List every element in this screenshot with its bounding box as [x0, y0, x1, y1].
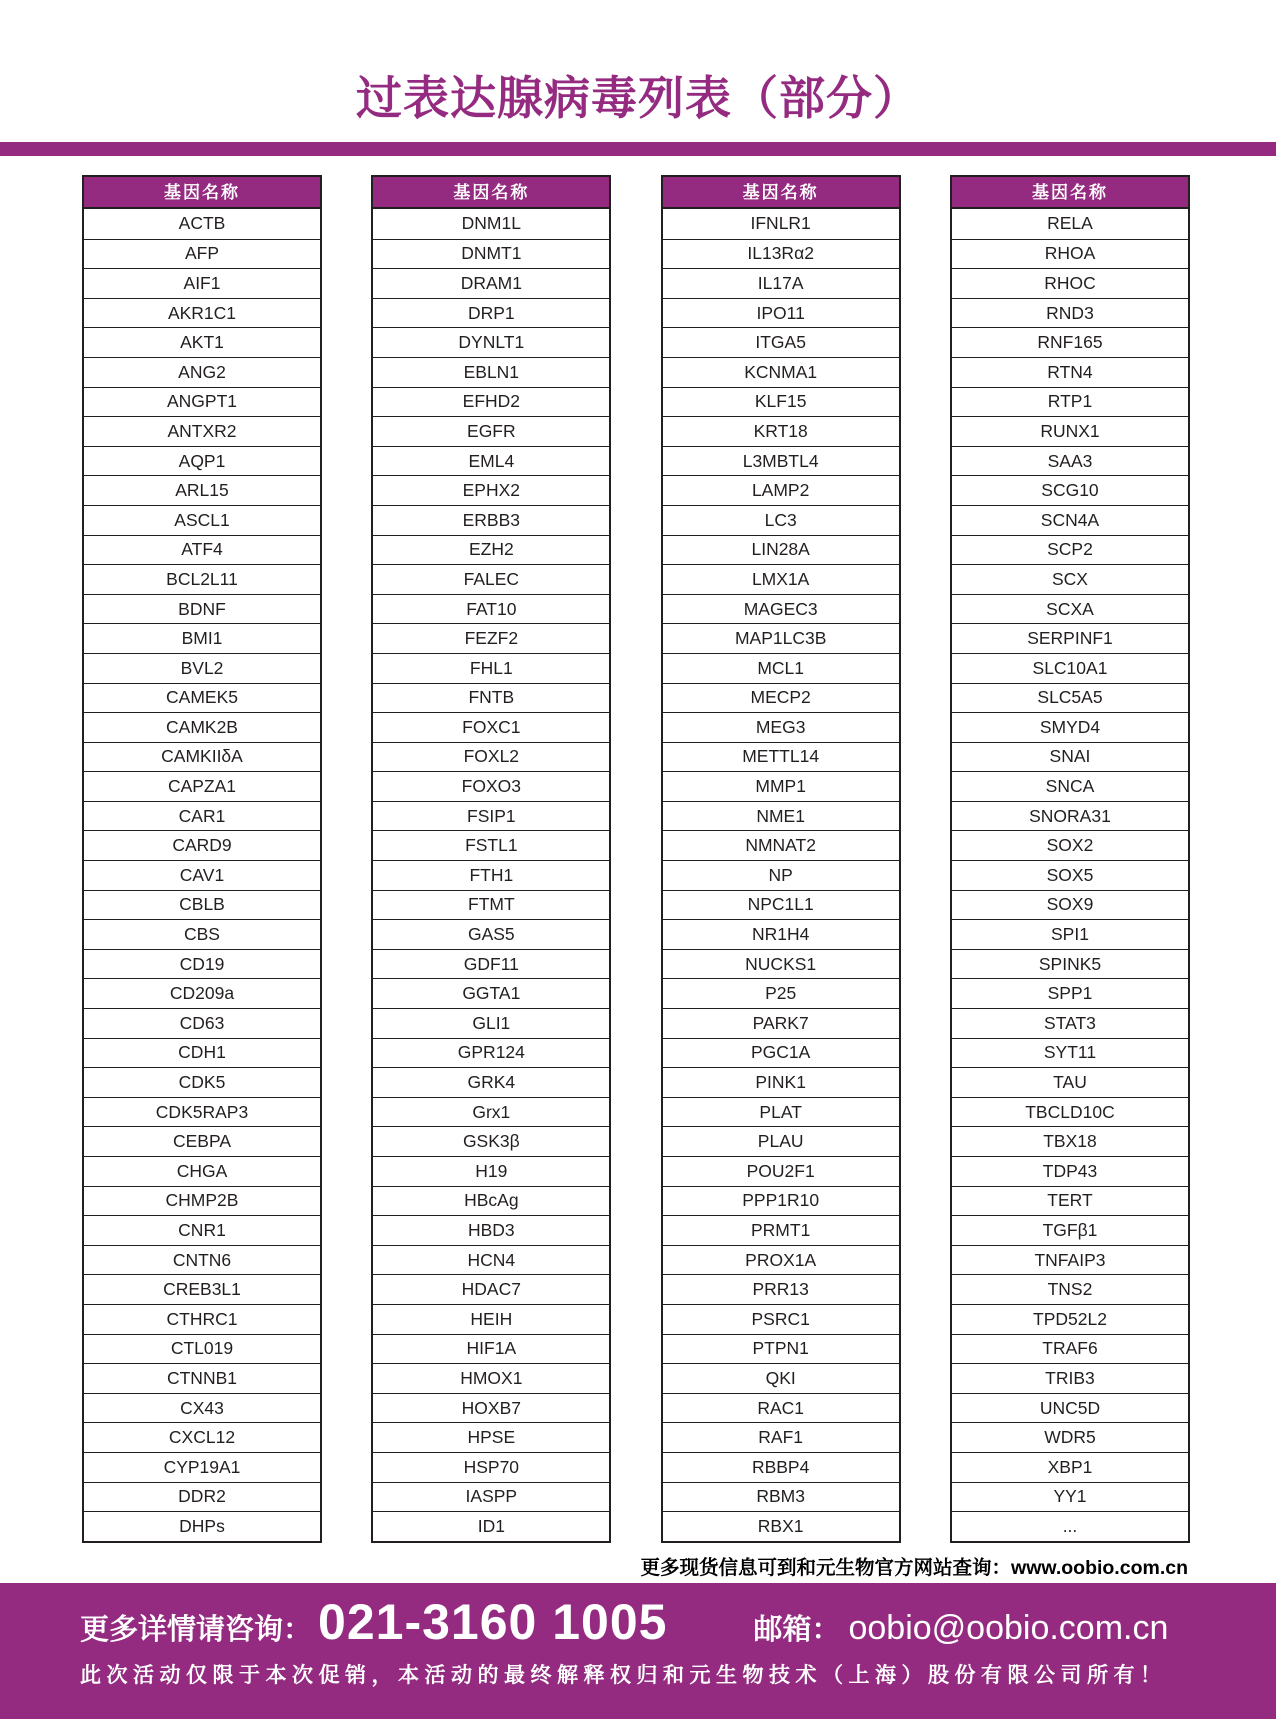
- gene-cell: MMP1: [663, 771, 899, 801]
- gene-table-header: 基因名称: [84, 177, 320, 209]
- gene-table-body: [663, 209, 899, 1541]
- gene-cell: SLC5A5: [952, 683, 1188, 713]
- gene-cell: SCN4A: [952, 505, 1188, 535]
- gene-cell: SLC10A1: [952, 653, 1188, 683]
- gene-cell: SYT11: [952, 1038, 1188, 1068]
- gene-cell: CTHRC1: [84, 1304, 320, 1334]
- gene-cell: SMYD4: [952, 712, 1188, 742]
- gene-cell: CDK5RAP3: [84, 1097, 320, 1127]
- gene-cell: FTMT: [373, 890, 609, 920]
- gene-cell: MCL1: [663, 653, 899, 683]
- gene-cell: IL13Rα2: [663, 239, 899, 269]
- gene-cell: KLF15: [663, 387, 899, 417]
- gene-cell: SERPINF1: [952, 623, 1188, 653]
- email-address: oobio@oobio.com.cn: [848, 1609, 1169, 1647]
- gene-cell: GDF11: [373, 949, 609, 979]
- gene-cell: DDR2: [84, 1482, 320, 1512]
- gene-cell: RTP1: [952, 387, 1188, 417]
- gene-cell: FNTB: [373, 683, 609, 713]
- gene-cell: SCXA: [952, 594, 1188, 624]
- gene-cell: PTPN1: [663, 1334, 899, 1364]
- gene-cell: GRK4: [373, 1067, 609, 1097]
- gene-cell: ITGA5: [663, 327, 899, 357]
- gene-cell: AKT1: [84, 327, 320, 357]
- gene-cell: PLAU: [663, 1126, 899, 1156]
- gene-cell: CBS: [84, 919, 320, 949]
- gene-cell: HBcAg: [373, 1186, 609, 1216]
- gene-cell: SCX: [952, 564, 1188, 594]
- footer-contact-line: [80, 1593, 1168, 1651]
- gene-cell: FEZF2: [373, 623, 609, 653]
- gene-cell: POU2F1: [663, 1156, 899, 1186]
- gene-cell: CD19: [84, 949, 320, 979]
- gene-cell: HPSE: [373, 1422, 609, 1452]
- gene-cell: NPC1L1: [663, 890, 899, 920]
- gene-cell: TNFAIP3: [952, 1245, 1188, 1275]
- gene-cell: SPI1: [952, 919, 1188, 949]
- gene-cell: CAPZA1: [84, 771, 320, 801]
- gene-table-body: [952, 209, 1188, 1541]
- gene-cell: TAU: [952, 1067, 1188, 1097]
- gene-cell: SNORA31: [952, 801, 1188, 831]
- gene-cell: NME1: [663, 801, 899, 831]
- gene-cell: HOXB7: [373, 1393, 609, 1423]
- contact-label: 更多详情请咨询：: [80, 1614, 313, 1646]
- footer-disclaimer: 此次活动仅限于本次促销，本活动的最终解释权归和元生物技术（上海）股份有限公司所有！: [80, 1664, 1167, 1687]
- gene-cell: ATF4: [84, 535, 320, 565]
- gene-cell: BCL2L11: [84, 564, 320, 594]
- gene-cell: FOXL2: [373, 742, 609, 772]
- gene-cell: STAT3: [952, 1008, 1188, 1038]
- gene-cell: NR1H4: [663, 919, 899, 949]
- gene-table-header: 基因名称: [373, 177, 609, 209]
- gene-cell: PRMT1: [663, 1215, 899, 1245]
- gene-cell: DHPs: [84, 1511, 320, 1541]
- gene-cell: SNAI: [952, 742, 1188, 772]
- gene-cell: H19: [373, 1156, 609, 1186]
- gene-cell: LIN28A: [663, 535, 899, 565]
- gene-tables: [82, 175, 1190, 1543]
- gene-cell: FALEC: [373, 564, 609, 594]
- gene-cell: CX43: [84, 1393, 320, 1423]
- gene-cell: RUNX1: [952, 416, 1188, 446]
- gene-cell: PPP1R10: [663, 1186, 899, 1216]
- gene-cell: BMI1: [84, 623, 320, 653]
- gene-cell: IPO11: [663, 298, 899, 328]
- gene-cell: ANG2: [84, 357, 320, 387]
- gene-cell: GSK3β: [373, 1126, 609, 1156]
- gene-cell: PROX1A: [663, 1245, 899, 1275]
- footer: [0, 1583, 1276, 1719]
- gene-cell: SPP1: [952, 978, 1188, 1008]
- gene-cell: EFHD2: [373, 387, 609, 417]
- gene-cell: CAR1: [84, 801, 320, 831]
- gene-cell: GLI1: [373, 1008, 609, 1038]
- gene-cell: L3MBTL4: [663, 446, 899, 476]
- gene-cell: EPHX2: [373, 475, 609, 505]
- gene-cell: CHGA: [84, 1156, 320, 1186]
- gene-cell: CD63: [84, 1008, 320, 1038]
- gene-cell: PSRC1: [663, 1304, 899, 1334]
- gene-cell: AFP: [84, 239, 320, 269]
- gene-cell: DYNLT1: [373, 327, 609, 357]
- gene-cell: LMX1A: [663, 564, 899, 594]
- gene-cell: HSP70: [373, 1452, 609, 1482]
- gene-cell: CXCL12: [84, 1422, 320, 1452]
- gene-cell: SCP2: [952, 535, 1188, 565]
- gene-cell: LC3: [663, 505, 899, 535]
- gene-cell: SCG10: [952, 475, 1188, 505]
- gene-cell: RBX1: [663, 1511, 899, 1541]
- gene-cell: RNF165: [952, 327, 1188, 357]
- gene-cell: ...: [952, 1511, 1188, 1541]
- gene-cell: CDK5: [84, 1067, 320, 1097]
- gene-cell: MECP2: [663, 683, 899, 713]
- gene-cell: FSIP1: [373, 801, 609, 831]
- gene-cell: FTH1: [373, 860, 609, 890]
- gene-cell: IASPP: [373, 1482, 609, 1512]
- gene-cell: ANGPT1: [84, 387, 320, 417]
- gene-cell: PGC1A: [663, 1038, 899, 1068]
- gene-cell: ANTXR2: [84, 416, 320, 446]
- gene-cell: TBCLD10C: [952, 1097, 1188, 1127]
- gene-table-3: [661, 175, 901, 1543]
- gene-cell: NMNAT2: [663, 830, 899, 860]
- gene-cell: CARD9: [84, 830, 320, 860]
- gene-cell: SNCA: [952, 771, 1188, 801]
- gene-cell: ASCL1: [84, 505, 320, 535]
- gene-cell: RELA: [1047, 213, 1093, 234]
- gene-cell: CHMP2B: [84, 1186, 320, 1216]
- gene-cell: GGTA1: [373, 978, 609, 1008]
- gene-cell: CBLB: [84, 890, 320, 920]
- stock-info-note: 更多现货信息可到和元生物官方网站查询：www.oobio.com.cn: [640, 1557, 1188, 1579]
- gene-cell: SPINK5: [952, 949, 1188, 979]
- gene-cell: CD209a: [84, 978, 320, 1008]
- gene-cell: RTN4: [952, 357, 1188, 387]
- gene-cell: CTNNB1: [84, 1363, 320, 1393]
- gene-cell: CAMK2B: [84, 712, 320, 742]
- email-label: 邮箱：: [753, 1614, 841, 1646]
- gene-cell: BDNF: [84, 594, 320, 624]
- gene-cell: P25: [663, 978, 899, 1008]
- gene-cell: SAA3: [952, 446, 1188, 476]
- gene-cell: DNM1L: [461, 213, 521, 234]
- gene-cell: KCNMA1: [663, 357, 899, 387]
- gene-cell: CEBPA: [84, 1126, 320, 1156]
- gene-cell: TRAF6: [952, 1334, 1188, 1364]
- gene-cell: MAP1LC3B: [663, 623, 899, 653]
- gene-cell: DRP1: [373, 298, 609, 328]
- gene-cell: IFNLR1: [750, 213, 811, 234]
- gene-cell: FOXC1: [373, 712, 609, 742]
- gene-cell: EZH2: [373, 535, 609, 565]
- gene-cell: TPD52L2: [952, 1304, 1188, 1334]
- gene-table-header: 基因名称: [952, 177, 1188, 209]
- gene-cell: CDH1: [84, 1038, 320, 1068]
- gene-cell: EML4: [373, 446, 609, 476]
- gene-cell: BVL2: [84, 653, 320, 683]
- gene-cell: RAC1: [663, 1393, 899, 1423]
- gene-cell: SOX9: [952, 890, 1188, 920]
- gene-cell: HCN4: [373, 1245, 609, 1275]
- gene-cell: CREB3L1: [84, 1274, 320, 1304]
- gene-cell: FAT10: [373, 594, 609, 624]
- gene-cell: TGFβ1: [952, 1215, 1188, 1245]
- gene-cell: HEIH: [373, 1304, 609, 1334]
- gene-cell: AQP1: [84, 446, 320, 476]
- gene-cell: CTL019: [84, 1334, 320, 1364]
- gene-cell: TDP43: [952, 1156, 1188, 1186]
- gene-cell: ID1: [373, 1511, 609, 1541]
- gene-cell: WDR5: [952, 1422, 1188, 1452]
- gene-cell: DNMT1: [373, 239, 609, 269]
- gene-cell: FOXO3: [373, 771, 609, 801]
- gene-table-body: [373, 209, 609, 1541]
- gene-cell: Grx1: [373, 1097, 609, 1127]
- gene-cell: SOX5: [952, 860, 1188, 890]
- gene-cell: AIF1: [84, 268, 320, 298]
- gene-cell: ERBB3: [373, 505, 609, 535]
- gene-cell: GPR124: [373, 1038, 609, 1068]
- gene-cell: RND3: [952, 298, 1188, 328]
- gene-table-1: [82, 175, 322, 1543]
- gene-cell: NUCKS1: [663, 949, 899, 979]
- gene-cell: ARL15: [84, 475, 320, 505]
- gene-cell: NP: [663, 860, 899, 890]
- gene-cell: MEG3: [663, 712, 899, 742]
- gene-cell: UNC5D: [952, 1393, 1188, 1423]
- title-divider-bar: [0, 142, 1276, 156]
- gene-cell: CNR1: [84, 1215, 320, 1245]
- gene-cell: HIF1A: [373, 1334, 609, 1364]
- gene-cell: HBD3: [373, 1215, 609, 1245]
- gene-cell: RHOC: [952, 268, 1188, 298]
- gene-table-2: [371, 175, 611, 1543]
- gene-cell: CAMKIIδA: [84, 742, 320, 772]
- gene-cell: HMOX1: [373, 1363, 609, 1393]
- gene-cell: ACTB: [178, 213, 226, 234]
- gene-cell: CAV1: [84, 860, 320, 890]
- gene-cell: AKR1C1: [84, 298, 320, 328]
- gene-cell: RBBP4: [663, 1452, 899, 1482]
- gene-cell: SOX2: [952, 830, 1188, 860]
- gene-cell: CAMEK5: [84, 683, 320, 713]
- phone-number: 021-3160 1005: [318, 1594, 668, 1650]
- gene-table-body: [84, 209, 320, 1541]
- gene-cell: LAMP2: [663, 475, 899, 505]
- gene-table-header: 基因名称: [663, 177, 899, 209]
- gene-cell: METTL14: [663, 742, 899, 772]
- gene-cell: QKI: [663, 1363, 899, 1393]
- gene-cell: RAF1: [663, 1422, 899, 1452]
- gene-cell: GAS5: [373, 919, 609, 949]
- gene-cell: DRAM1: [373, 268, 609, 298]
- gene-cell: PARK7: [663, 1008, 899, 1038]
- gene-cell: CNTN6: [84, 1245, 320, 1275]
- gene-cell: PRR13: [663, 1274, 899, 1304]
- gene-cell: EGFR: [373, 416, 609, 446]
- gene-cell: FHL1: [373, 653, 609, 683]
- gene-cell: MAGEC3: [663, 594, 899, 624]
- gene-cell: PLAT: [663, 1097, 899, 1127]
- gene-cell: EBLN1: [373, 357, 609, 387]
- gene-cell: XBP1: [952, 1452, 1188, 1482]
- gene-cell: IL17A: [663, 268, 899, 298]
- gene-cell: PINK1: [663, 1067, 899, 1097]
- gene-cell: CYP19A1: [84, 1452, 320, 1482]
- gene-cell: RBM3: [663, 1482, 899, 1512]
- gene-cell: RHOA: [952, 239, 1188, 269]
- gene-cell: TBX18: [952, 1126, 1188, 1156]
- gene-cell: YY1: [952, 1482, 1188, 1512]
- gene-cell: KRT18: [663, 416, 899, 446]
- page-title: 过表达腺病毒列表（部分）: [356, 72, 920, 124]
- gene-cell: TERT: [952, 1186, 1188, 1216]
- gene-cell: TNS2: [952, 1274, 1188, 1304]
- gene-cell: HDAC7: [373, 1274, 609, 1304]
- gene-cell: FSTL1: [373, 830, 609, 860]
- gene-table-4: [950, 175, 1190, 1543]
- gene-cell: TRIB3: [952, 1363, 1188, 1393]
